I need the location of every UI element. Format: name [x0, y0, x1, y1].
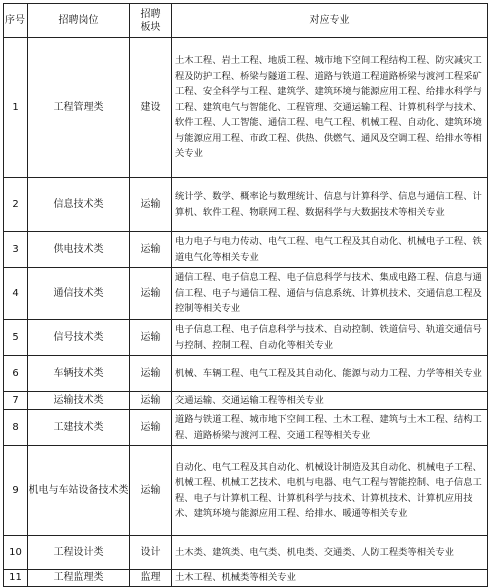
- row-majors: 电力电子与电力传动、电气工程、电气工程及其自动化、机械电子工程、铁道电气化等相关专业: [172, 232, 488, 268]
- row-majors: 土木类、建筑类、电气类、机电类、交通类、人防工程类等相关专业: [172, 536, 488, 570]
- row-position: 运输技术类: [28, 392, 130, 410]
- row-number: 7: [4, 392, 28, 410]
- row-position: 信息技术类: [28, 178, 130, 232]
- row-majors: 通信工程、电子信息工程、电子信息科学与技术、集成电路工程、信息与通信工程、电子与通信工程、通信与信息系统、计算机技术、交通信息工程及控制等相关专业: [172, 268, 488, 320]
- row-sector: 设计: [130, 536, 172, 570]
- row-number: 11: [4, 570, 28, 587]
- row-majors: 交通运输、交通运输工程等相关专业: [172, 392, 488, 410]
- row-position: 工程设计类: [28, 536, 130, 570]
- row-position: 工程管理类: [28, 38, 130, 178]
- row-majors: 电子信息工程、电子信息科学与技术、自动控制、铁道信号、轨道交通信号与控制、控制工程、自动化等相关专业: [172, 320, 488, 356]
- row-position: 供电技术类: [28, 232, 130, 268]
- table-row: [4, 38, 488, 178]
- table-row: [4, 178, 488, 232]
- row-sector: 建设: [130, 38, 172, 178]
- table-row: [4, 392, 488, 410]
- row-position: 车辆技术类: [28, 356, 130, 392]
- row-sector: 运输: [130, 356, 172, 392]
- table-row: [4, 536, 488, 570]
- row-position: 工程监理类: [28, 570, 130, 587]
- row-sector: 运输: [130, 268, 172, 320]
- row-sector: 运输: [130, 410, 172, 446]
- table-row: [4, 570, 488, 587]
- row-sector: 运输: [130, 446, 172, 536]
- table-row: [4, 446, 488, 536]
- row-sector: 运输: [130, 232, 172, 268]
- recruitment-table: [3, 3, 488, 587]
- row-position: 工建技术类: [28, 410, 130, 446]
- row-number: 6: [4, 356, 28, 392]
- row-number: 4: [4, 268, 28, 320]
- row-majors: 土木工程、机械类等相关专业: [172, 570, 488, 587]
- row-number: 10: [4, 536, 28, 570]
- row-number: 8: [4, 410, 28, 446]
- row-number: 1: [4, 38, 28, 178]
- row-position: 机电与车站设备技术类: [28, 446, 130, 536]
- header-number: 序号: [4, 4, 28, 38]
- row-majors: 机械、车辆工程、电气工程及其自动化、能源与动力工程、力学等相关专业: [172, 356, 488, 392]
- header-sector-line2: 板块: [140, 21, 161, 33]
- table-row: [4, 268, 488, 320]
- header-sector: [130, 4, 172, 38]
- row-position: 通信技术类: [28, 268, 130, 320]
- row-sector: 运输: [130, 178, 172, 232]
- row-majors: 统计学、数学、概率论与数理统计、信息与计算科学、信息与通信工程、计算机、软件工程、物联网工程、数据科学与大数据技术等相关专业: [172, 178, 488, 232]
- header-majors: 对应专业: [172, 4, 488, 38]
- table-row: [4, 320, 488, 356]
- row-sector: 运输: [130, 392, 172, 410]
- row-number: 2: [4, 178, 28, 232]
- row-majors: 道路与铁道工程、城市地下空间工程、土木工程、建筑与土木工程、结构工程、道路桥梁与渡河工程、交通工程等相关专业: [172, 410, 488, 446]
- row-majors: 土木工程、岩土工程、地质工程、城市地下空间工程结构工程、防灾减灾工程及防护工程、桥梁与隧道工程、道路与铁道工程道路桥梁与渡河工程采矿工程、安全科学与工程、建筑学、建筑环境与能源应用工程、给排水科学与工程、建筑电气与智能化、工程管理、交通运输工程、计算机科学与技术、软件工程、人工智能、通信工程、电气工程、机械工程、自动化、建筑环境与能源应用工程、市政工程、供热、供燃气、通风及空调工程、给排水等相关专业: [172, 38, 488, 178]
- table-row: [4, 232, 488, 268]
- header-sector-line1: 招聘: [140, 8, 161, 20]
- table-row: [4, 410, 488, 446]
- row-sector: 监理: [130, 570, 172, 587]
- row-sector: 运输: [130, 320, 172, 356]
- row-number: 9: [4, 446, 28, 536]
- row-position: 信号技术类: [28, 320, 130, 356]
- row-majors: 自动化、电气工程及其自动化、机械设计制造及其自动化、机械电子工程、机械工程、机械工艺技术、电机与电器、电气工程与智能控制、电子信息工程、电子与计算机工程、计算机科学与技术、计算机技术、计算机应用技术、建筑环境与能源应用工程、给排水、暖通等相关专业: [172, 446, 488, 536]
- table-row: [4, 356, 488, 392]
- row-number: 5: [4, 320, 28, 356]
- header-row: [4, 4, 488, 38]
- header-position: 招聘岗位: [28, 4, 130, 38]
- row-number: 3: [4, 232, 28, 268]
